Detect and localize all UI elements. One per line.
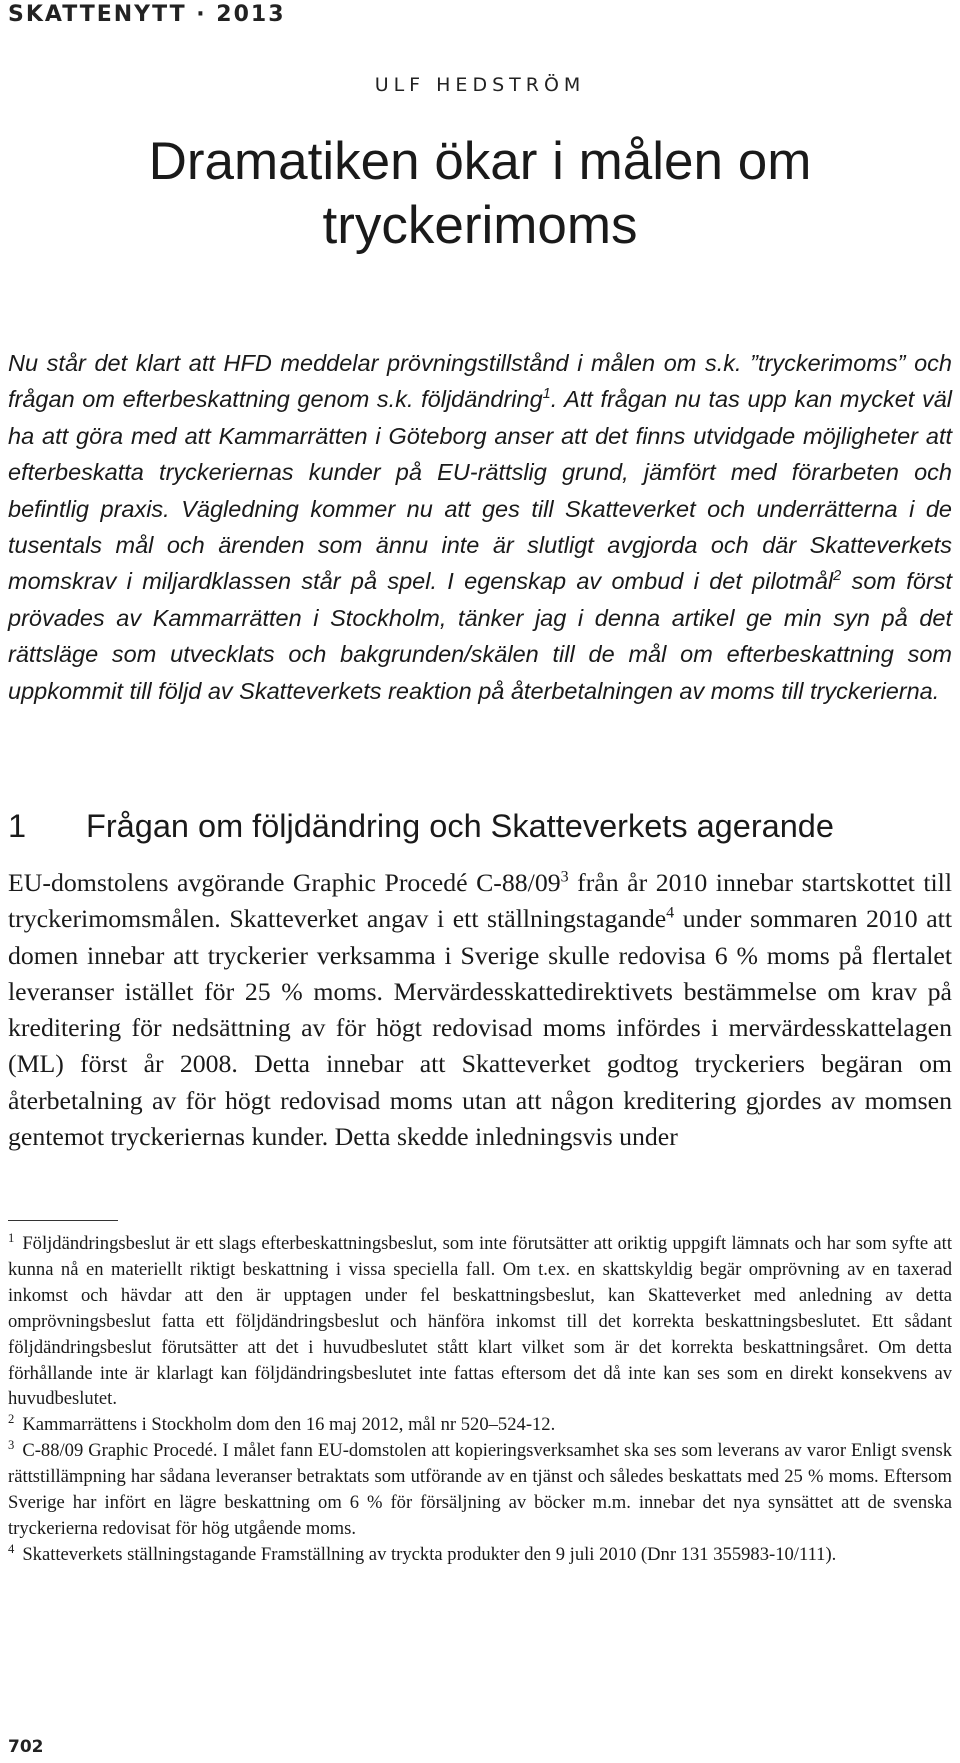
footnote-2 — [8, 1412, 952, 1438]
abstract-paragraph — [8, 345, 952, 709]
footnote-number: 4 — [8, 1541, 15, 1556]
abstract-text: . Att frågan nu tas upp kan mycket väl ha att göra med att Kammarrätten i Göteborg anser att det finns utvidgade möjligheter att efterbeskatta tryckeriernas kunder på EU-rättslig grund, jämfört med förarbeten och befintlig praxis. Vägledning kommer nu att ges till Skatteverket och underrätterna i de tusentals mål och ärenden som ännu inte är slutligt avgjorda och där Skatteverkets momskrav i miljardklassen står på spel. I egenskap av ombud i det pilotmål — [8, 386, 953, 595]
footnote-text: Följdändringsbeslut är ett slags efterbeskattningsbeslut, som inte förutsätter att oriktig uppgift lämnats och har som syfte att kunna nå en materiellt riktigt beskattning i vissa speciella fall. Om t.ex. en skattskyldig begär omprövning av en taxerad inkomst och hävdar att den är upptagen under fel beskattningsbeslut, kan Skatteverket med anledning av detta omprövningsbeslut fatta ett följdändringsbeslut och hänföra inkomst till det korrekta beskattningsbeslutet. Ett sådant följdändringsbeslut förutsätter att det i huvudbeslutet stått klart vilket som är det korrekta beskattningsåret. Om detta förhållande inte är klarlagt kan följdändringsbeslutet inte fattas eftersom det då inte kan ses som en direkt konsekvens av huvudbeslutet. — [8, 1233, 952, 1410]
footnotes — [8, 1231, 952, 1568]
footnote-text: C-88/09 Graphic Procedé. I målet fann EU-domstolen att kopieringsverksamhet ska ses som leverans av varor Enligt svensk rättstillämpning har sådana leveranser betraktats som utförande av en tjänst och således beskattats med 25 % moms. Eftersom Sverige har infört en lägre beskattning om 6 % för försäljning av böcker m.m. innebar det nya synsättet att de svenska tryckerierna redovisat för hög utgående moms. — [8, 1440, 952, 1539]
body-text: EU-domstolens avgörande Graphic Procedé C-88/09 — [8, 868, 561, 897]
body-paragraph — [8, 865, 952, 1155]
footnote-divider — [8, 1220, 118, 1221]
abstract-text: Nu står det klart att HFD meddelar prövningstillstånd i målen om s.k. ”tryckerimoms” och frågan om efterbeskattning genom s.k. följdändring — [8, 350, 952, 413]
footnote-1 — [8, 1231, 952, 1412]
footnote-text: Kammarrättens i Stockholm dom den 16 maj 2012, mål nr 520–524-12. — [22, 1414, 556, 1436]
abstract-text: som först prövades av Kammarrätten i Stockholm, tänker jag i denna artikel ge min syn på det rättsläge som utvecklats och bakgrunden/skälen till de mål om efterbeskattning som uppkommit till följd av Skatteverkets reaktion på återbetalningen av moms till tryckerierna. — [8, 568, 952, 704]
author-name: ULF HEDSTRÖM — [374, 74, 586, 96]
body-text: från år 2010 innebar startskottet till tryckerimomsmålen. Skatteverket angav i ett ställningstagande — [8, 868, 952, 934]
footnote-4 — [8, 1542, 952, 1568]
footnote-ref-4[interactable]: 4 — [666, 904, 675, 922]
section-heading — [8, 808, 952, 845]
footnote-text: Skatteverkets ställningstagande Framställning av tryckta produkter den 9 juli 2010 (Dnr 131 355983-10/111). — [22, 1543, 837, 1565]
footnote-number: 2 — [8, 1412, 15, 1427]
section-title: Frågan om följdändring och Skatteverkets agerande — [86, 808, 834, 844]
footnote-ref-2[interactable]: 2 — [833, 568, 842, 585]
footnote-number: 3 — [8, 1438, 15, 1453]
footnote-ref-3[interactable]: 3 — [560, 868, 569, 886]
footnote-number: 1 — [8, 1230, 15, 1245]
footnote-ref-1[interactable]: 1 — [542, 386, 551, 403]
running-head: SKATTENYTT · 2013 — [8, 2, 286, 27]
article-title: Dramatiken ökar i målen om tryckerimoms — [148, 132, 812, 255]
page-number: 702 — [8, 1737, 44, 1757]
body-text: under sommaren 2010 att domen innebar att tryckerier verksamma i Sverige skulle redovisa 6 % moms på flertalet leveranser istället för 25 % moms. Mervärdesskattedirektivets bestämmelse om krav på kreditering för nedsättning av för högt redovisad moms infördes i mervärdesskattelagen (ML) först år 2008. Detta innebar att Skatteverket godtog tryckeriers begäran om återbetalning av för högt redovisad moms utan att någon kreditering gjordes av momsen gentemot tryckeriernas kunder. Detta skedde inledningsvis under — [8, 904, 952, 1152]
footnote-3 — [8, 1438, 952, 1542]
section-number: 1 — [8, 808, 27, 844]
